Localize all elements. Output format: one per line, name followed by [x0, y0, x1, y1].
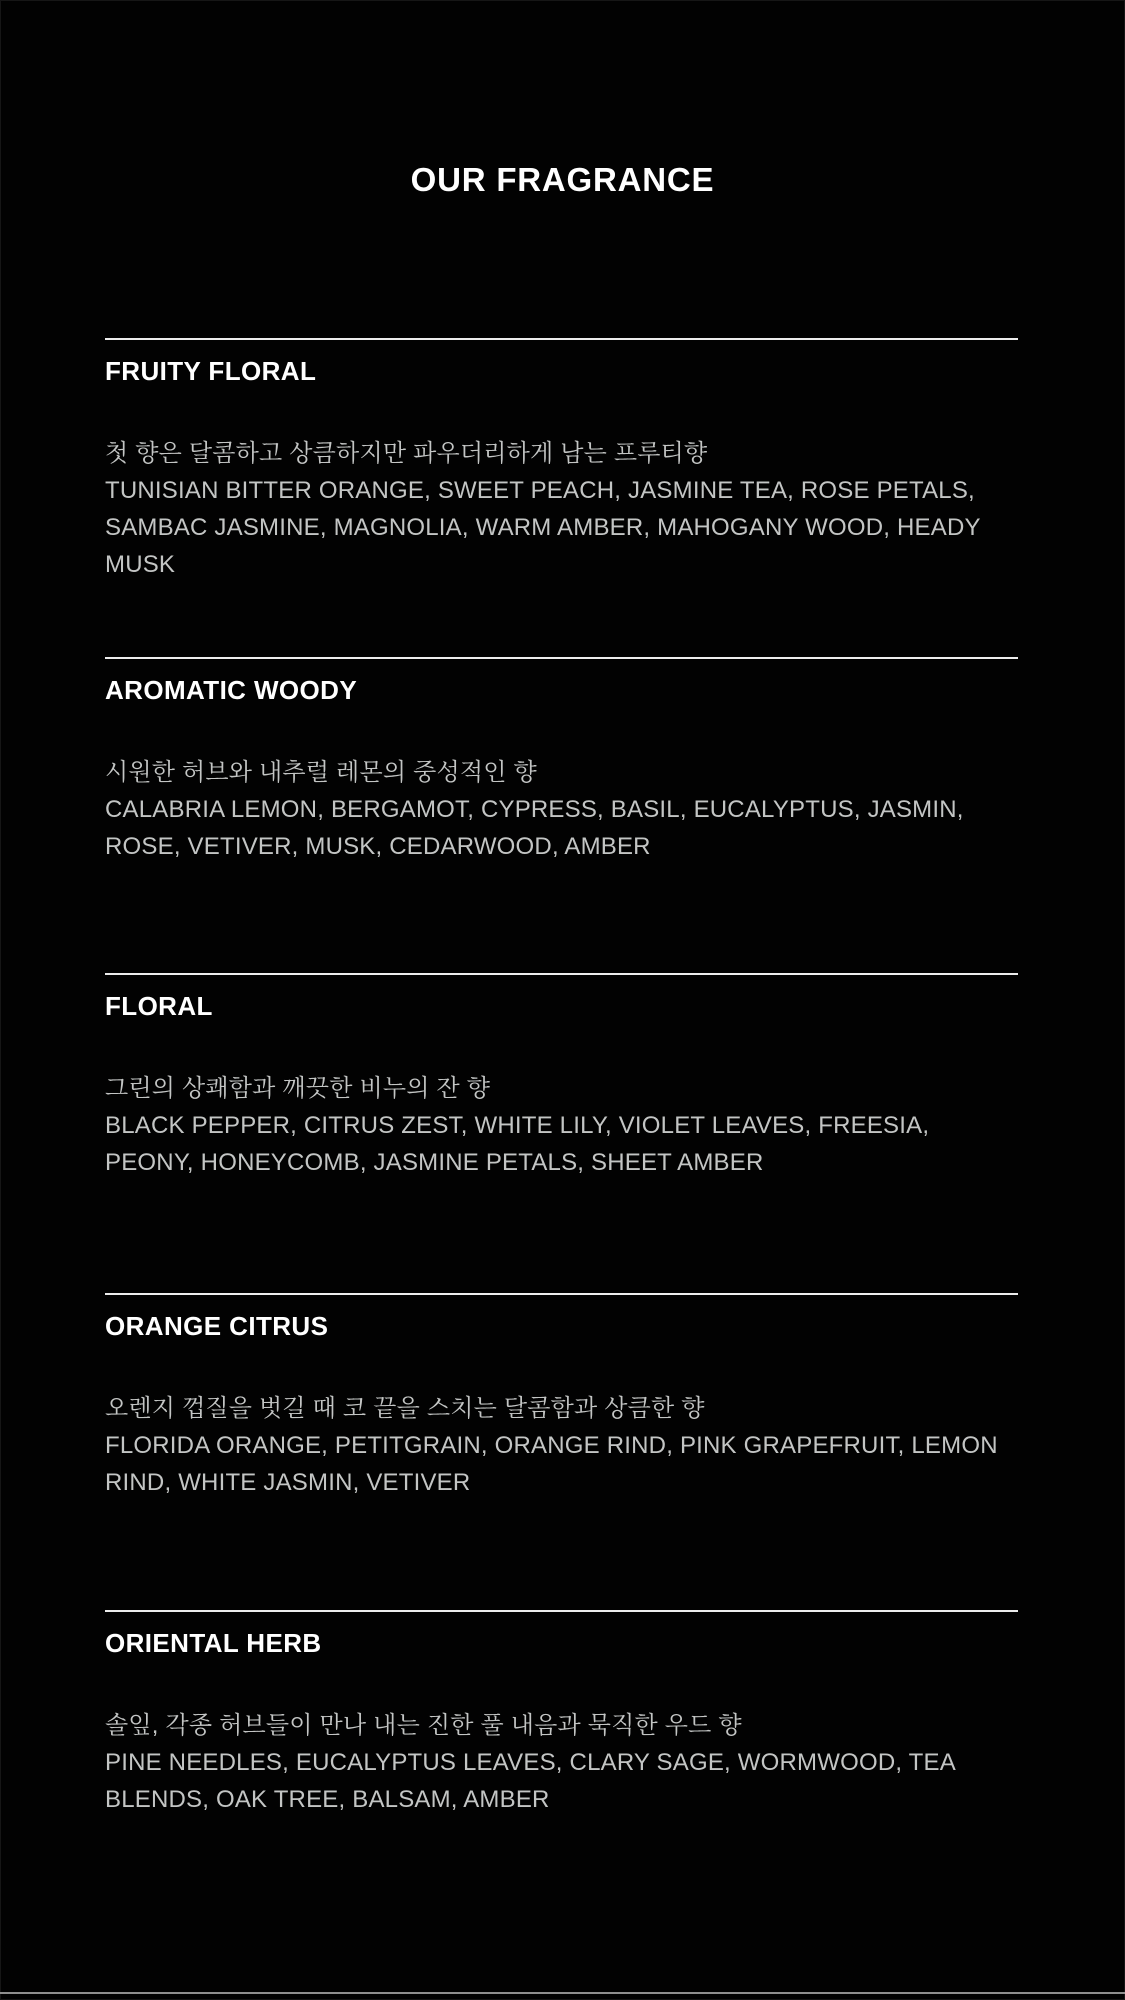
bottom-divider — [0, 1992, 1125, 1994]
section-title: ORIENTAL HERB — [105, 1628, 322, 1658]
section-description — [105, 435, 1018, 583]
section-description-korean: 오렌지 껍질을 벗길 때 코 끝을 스치는 달콤함과 상큼한 향 — [105, 1394, 705, 1422]
section-description — [105, 754, 1018, 865]
section-notes: PINE NEEDLES, EUCALYPTUS LEAVES, CLARY SAGE, WORMWOOD, TEA BLENDS, OAK TREE, BALSAM, AMBER — [105, 1748, 955, 1813]
section-divider — [105, 657, 1018, 659]
section-description — [105, 1070, 1018, 1181]
section-description-korean: 시원한 허브와 내추럴 레몬의 중성적인 향 — [105, 758, 537, 786]
section-title: AROMATIC WOODY — [105, 675, 358, 705]
section-title: FRUITY FLORAL — [105, 356, 317, 386]
section-description-korean: 그린의 상쾌함과 깨끗한 비누의 잔 향 — [105, 1074, 491, 1102]
section-notes: BLACK PEPPER, CITRUS ZEST, WHITE LILY, VIOLET LEAVES, FREESIA, PEONY, HONEYCOMB, JASMINE PETALS, SHEET AMBER — [105, 1111, 930, 1176]
section-title: ORANGE CITRUS — [105, 1311, 329, 1341]
section-orange-citrus — [105, 1293, 1018, 1501]
section-notes: FLORIDA ORANGE, PETITGRAIN, ORANGE RIND, PINK GRAPEFRUIT, LEMON RIND, WHITE JASMIN, VETIVER — [105, 1431, 998, 1496]
section-divider — [105, 338, 1018, 340]
section-divider — [105, 973, 1018, 975]
section-divider — [105, 1293, 1018, 1295]
section-oriental-herb — [105, 1610, 1018, 1818]
section-description-korean: 첫 향은 달콤하고 상큼하지만 파우더리하게 남는 프루티향 — [105, 439, 708, 467]
section-notes: CALABRIA LEMON, BERGAMOT, CYPRESS, BASIL, EUCALYPTUS, JASMIN, ROSE, VETIVER, MUSK, CEDARWOOD, AMBER — [105, 795, 964, 860]
section-fruity-floral — [105, 338, 1018, 583]
section-description-korean: 솔잎, 각종 허브들이 만나 내는 진한 풀 내음과 묵직한 우드 향 — [105, 1711, 742, 1739]
section-description — [105, 1390, 1018, 1501]
section-description — [105, 1707, 1018, 1818]
section-divider — [105, 1610, 1018, 1612]
page-title: OUR FRAGRANCE — [410, 161, 715, 198]
section-floral — [105, 973, 1018, 1181]
section-title: FLORAL — [105, 991, 213, 1021]
section-aromatic-woody — [105, 657, 1018, 865]
section-notes: TUNISIAN BITTER ORANGE, SWEET PEACH, JASMINE TEA, ROSE PETALS, SAMBAC JASMINE, MAGNOLIA, WARM AMBER, MAHOGANY WOOD, HEADY MUSK — [105, 476, 981, 578]
